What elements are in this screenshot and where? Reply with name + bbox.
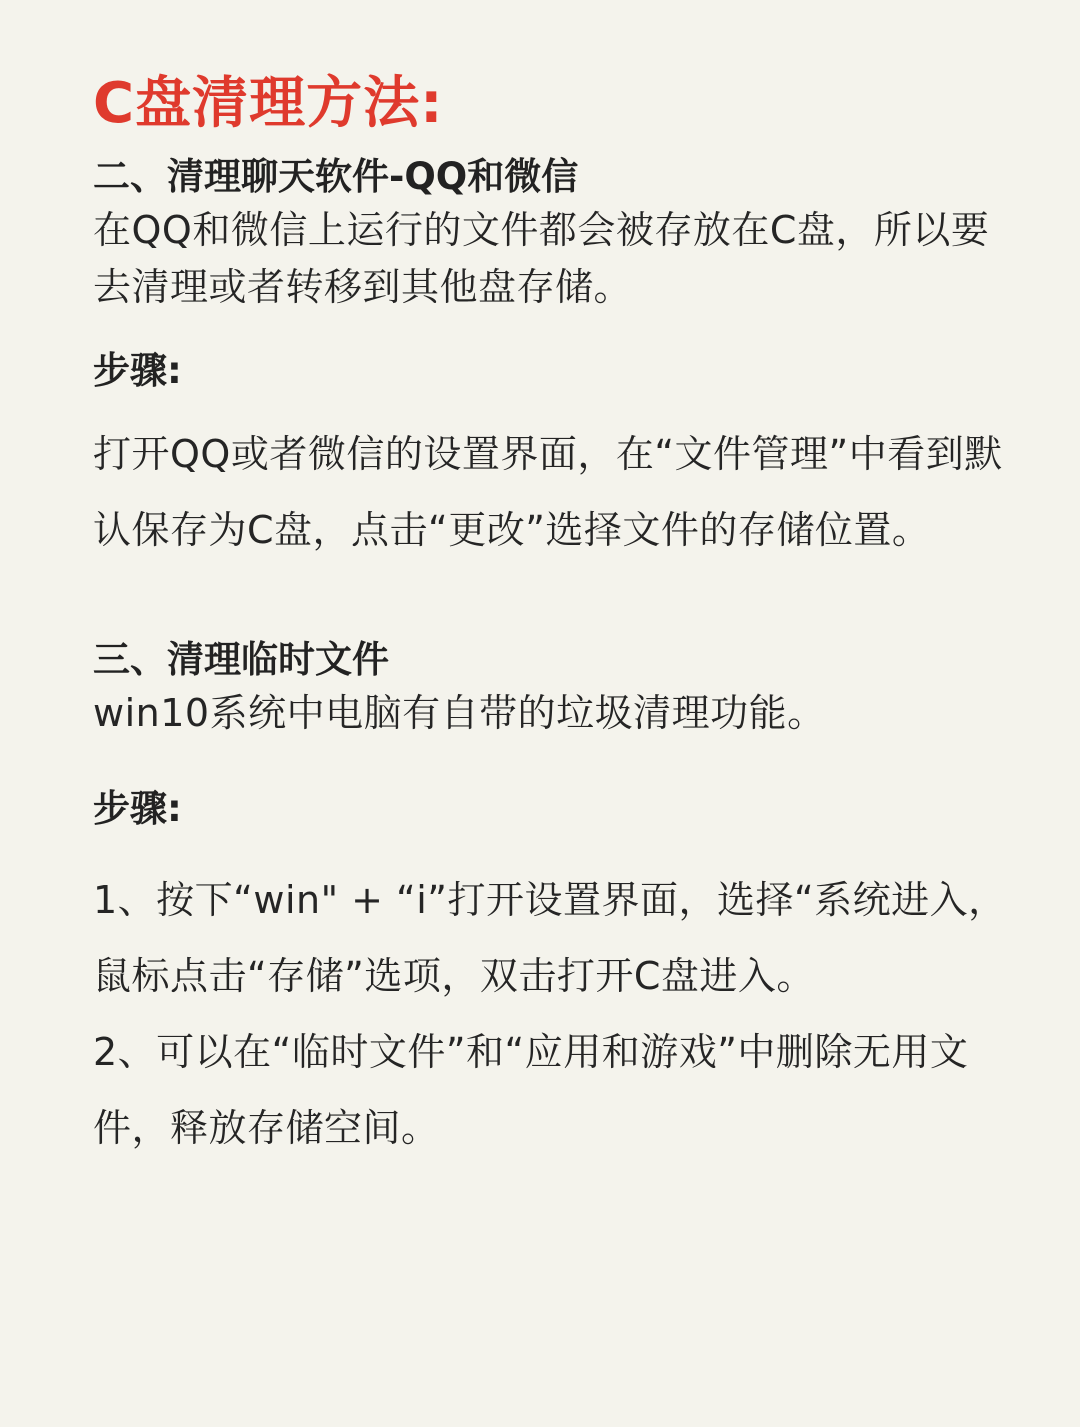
steps-label: 步骤: (93, 787, 182, 830)
section-description: win10系统中电脑有自带的垃圾清理功能。 (93, 691, 826, 735)
section-heading: 三、清理临时文件 (93, 638, 389, 681)
section-chat-software (93, 152, 1011, 568)
steps-label: 步骤: (93, 349, 182, 392)
section-heading: 二、清理聊天软件-QQ和微信 (93, 155, 579, 198)
section-temporary-files (93, 635, 1011, 1166)
article-content (93, 68, 1011, 1166)
step-item: 打开QQ或者微信的设置界面，在“文件管理”中看到默认保存为C盘，点击“更改”选择文件的存储位置。 (93, 432, 1003, 552)
step-item: 1、按下“win" + “i”打开设置界面，选择“系统进入，鼠标点击“存储”选项，双击打开C盘进入。 (93, 878, 1007, 998)
page-title: C盘清理方法: (93, 71, 444, 136)
step-item: 2、可以在“临时文件”和“应用和游戏”中删除无用文件，释放存储空间。 (93, 1030, 969, 1150)
section-description: 在QQ和微信上运行的文件都会被存放在C盘，所以要去清理或者转移到其他盘存储。 (93, 208, 990, 309)
